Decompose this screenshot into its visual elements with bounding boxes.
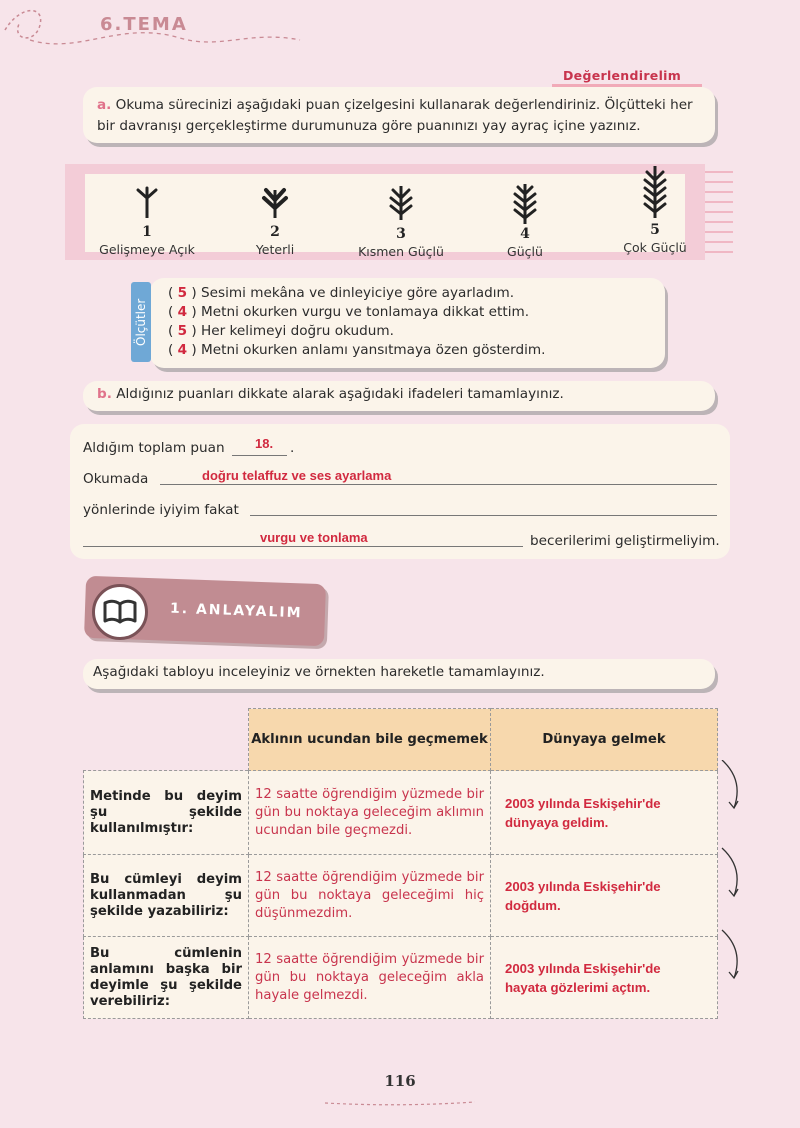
part-a-text: Okuma sürecinizi aşağıdaki puan çizelgesini kullanarak değerlendiriniz. Ölçütteki her bir davranışı gerçekleştirme durumunuza göre puanınızı yay ayraç içine yazınız. <box>97 97 693 134</box>
criterion-2-text: Metni okurken vurgu ve tonlamaya dikkat ettim. <box>201 304 530 320</box>
section-icon-circle <box>92 584 148 640</box>
scale-num-2: 2 <box>270 224 280 240</box>
page-number: 116 <box>384 1072 416 1090</box>
row-2-idiom-1: 12 saatte öğrendiğim yüzmede bir gün bu noktaya geleceğimi hiç düşünmezdim. <box>249 855 491 937</box>
total-score-period: . <box>290 440 295 456</box>
scale-item-1 <box>82 184 212 257</box>
sprout-1-icon <box>132 184 162 218</box>
scale-item-5 <box>590 166 720 255</box>
part-b-text: Aldığınız puanları dikkate alarak aşağıdaki ifadeleri tamamlayınız. <box>116 386 564 402</box>
header-idiom-2: Dünyaya gelmek <box>491 709 718 771</box>
part-a-letter: a. <box>97 97 112 113</box>
row-2-idiom-2[interactable]: 2003 yılında Eskişehir'de doğdum. <box>491 855 718 937</box>
sprout-5-icon <box>640 166 670 218</box>
scale-label-3: Kısmen Güçlü <box>358 244 444 259</box>
row-head-3: Bu cümlenin anlamını başka bir deyimle şu şekilde verebiliriz: <box>84 937 249 1019</box>
criteria-tab: Ölçütler <box>131 282 151 362</box>
total-score-label: Aldığım toplam puan <box>83 440 225 456</box>
total-score-value[interactable]: 18. <box>255 436 274 451</box>
open-book-icon <box>95 587 145 637</box>
part-b-instruction <box>83 381 715 411</box>
criterion-3-score[interactable]: 5 <box>177 323 188 339</box>
row-1-idiom-1: 12 saatte öğrendiğim yüzmede bir gün bu noktaya geleceğim aklımın ucundan bile geçmezdi. <box>249 771 491 855</box>
criterion-2: ( 4 ) Metni okurken vurgu ve tonlamaya dikkat ettim. <box>168 304 530 320</box>
scale-num-5: 5 <box>650 222 660 238</box>
scale-label-4: Güçlü <box>507 244 543 259</box>
scale-item-2 <box>210 184 340 257</box>
part-a-instruction <box>83 87 715 143</box>
evaluation-label: Değerlendirelim <box>563 68 682 83</box>
table-instruction: Aşağıdaki tabloyu inceleyiniz ve örnekten hareketle tamamlayınız. <box>83 659 715 689</box>
scale-num-1: 1 <box>142 224 152 240</box>
criterion-4-text: Metni okurken anlamı yansıtmaya özen gösterdim. <box>201 342 546 358</box>
row-1-idiom-2[interactable]: 2003 yılında Eskişehir'de dünyaya geldim. <box>491 771 718 855</box>
idiom-table <box>83 708 718 1019</box>
criterion-4-score[interactable]: 4 <box>177 342 188 358</box>
scale-num-4: 4 <box>520 226 530 242</box>
improve-line <box>83 546 523 547</box>
section-title: 1. ANLAYALIM <box>169 600 303 622</box>
sprout-2-icon <box>260 184 290 218</box>
criterion-4: ( 4 ) Metni okurken anlamı yansıtmaya özen gösterdim. <box>168 342 546 358</box>
sprout-4-icon <box>510 184 540 224</box>
row-3-idiom-1: 12 saatte öğrendiğim yüzmede bir gün bu noktaya geleceğim akla hayale gelmezdi. <box>249 937 491 1019</box>
scale-label-2: Yeterli <box>255 242 295 257</box>
scale-item-4 <box>460 184 590 259</box>
criterion-1-score[interactable]: 5 <box>177 285 188 301</box>
improve-answer[interactable]: vurgu ve tonlama <box>260 530 368 545</box>
sprout-3-icon <box>386 184 416 220</box>
scale-label-5: Çok Güçlü <box>623 240 687 255</box>
scale-num-3: 3 <box>396 226 406 242</box>
criteria-card <box>150 278 665 368</box>
row-arrows <box>716 760 746 990</box>
footer-decoration <box>325 1098 475 1108</box>
criterion-1: ( 5 ) Sesimi mekâna ve dinleyiciye göre ayarladım. <box>168 285 515 301</box>
total-score-line <box>232 455 287 456</box>
part-b-letter: b. <box>97 386 112 402</box>
row-head-1: Metinde bu deyim şu şekilde kullanılmıştır: <box>84 771 249 855</box>
empty-corner <box>84 709 249 771</box>
criterion-3: ( 5 ) Her kelimeyi doğru okudum. <box>168 323 394 339</box>
reading-label: Okumada <box>83 471 149 487</box>
criterion-2-score[interactable]: 4 <box>177 304 188 320</box>
strong-line <box>160 484 717 485</box>
row-head-2: Bu cümleyi deyim kullanmadan şu şekilde yazabiliriz: <box>84 855 249 937</box>
scale-item-3 <box>336 184 466 259</box>
row-3-idiom-2[interactable]: 2003 yılında Eskişehir'de hayata gözlerimi açtım. <box>491 937 718 1019</box>
continuation-line <box>250 515 717 516</box>
criterion-1-text: Sesimi mekâna ve dinleyiciye göre ayarladım. <box>201 285 515 301</box>
strong-answer[interactable]: doğru telaffuz ve ses ayarlama <box>202 468 392 483</box>
improve-suffix: becerilerimi geliştirmeliyim. <box>530 533 720 549</box>
criterion-3-text: Her kelimeyi doğru okudum. <box>201 323 394 339</box>
strong-suffix: yönlerinde iyiyim fakat <box>83 502 239 518</box>
scale-label-1: Gelişmeye Açık <box>99 242 195 257</box>
theme-title: 6.TEMA <box>100 14 188 35</box>
header-idiom-1: Aklının ucundan bile geçmemek <box>249 709 491 771</box>
